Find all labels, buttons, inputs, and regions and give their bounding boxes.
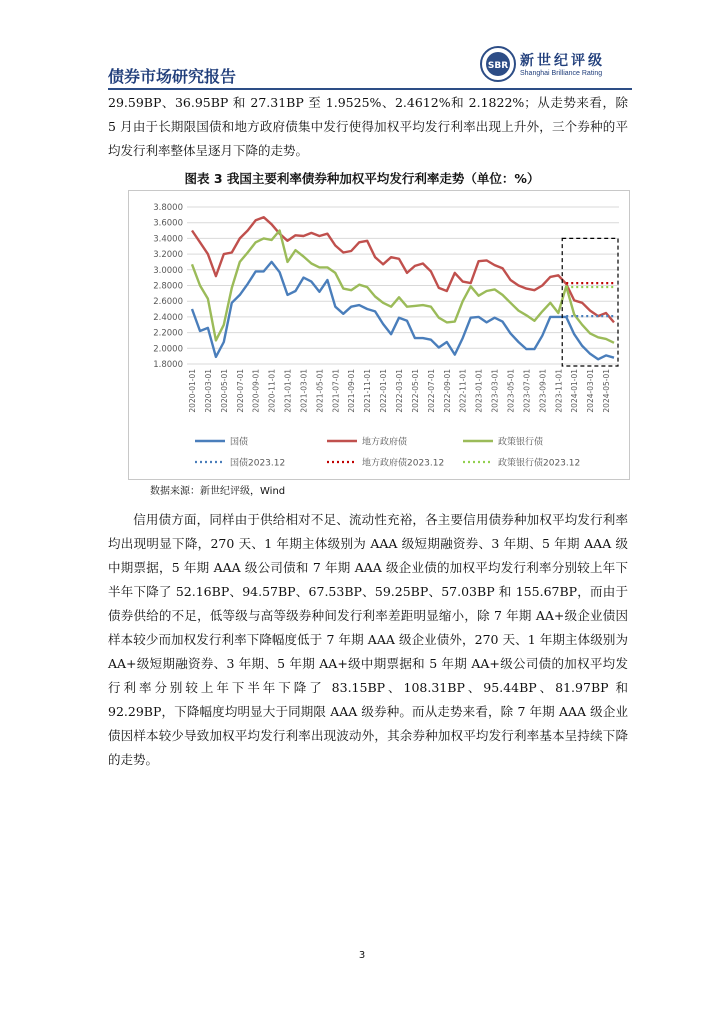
y-tick-label: 3.6000: [153, 218, 183, 229]
x-tick-label: 2020-05-01: [219, 369, 229, 413]
rate-trend-chart: [129, 191, 629, 479]
y-tick-label: 3.8000: [153, 203, 183, 213]
company-logo: [480, 46, 650, 86]
x-tick-label: 2020-09-01: [251, 369, 261, 413]
x-tick-label: 2024-01-01: [570, 369, 580, 413]
x-tick-label: 2024-05-01: [602, 368, 612, 413]
logo-emblem-icon: [480, 46, 516, 82]
legend-label: 政策银行债: [498, 437, 544, 448]
series-line: [192, 231, 614, 343]
x-tick-label: 2022-05-01: [410, 369, 420, 413]
y-tick-label: 2.0000: [153, 344, 183, 355]
legend-label: 政策银行债2023.12: [498, 458, 581, 469]
x-tick-label: 2022-01-01: [379, 369, 389, 413]
x-tick-label: 2023-01-01: [474, 369, 484, 413]
y-tick-label: 3.0000: [153, 265, 183, 276]
x-tick-label: 2021-01-01: [283, 369, 293, 413]
y-tick-label: 2.8000: [153, 281, 183, 292]
x-tick-label: 2022-11-01: [458, 369, 468, 413]
x-tick-label: 2021-07-01: [331, 369, 341, 413]
y-tick-label: 2.4000: [153, 312, 183, 323]
legend-label: 国债2023.12: [230, 458, 286, 469]
paragraph-credit-text: 信用债方面，同样由于供给相对不足、流动性充裕，各主要信用债券种加权平均发行利率均出现明显下降，270 天、1 年期主体级别为 AAA 级短期融资券、3 年期、5 年期 AAA 级中期票据，5 年期 AAA 级公司债和 7 年期 AAA 级企业债的加权平均发行利率分别较上年下半年下降了 52.16BP、94.57BP、67.53BP、59.25BP、57.03BP 和 155.67BP，而由于债券供给的不足，低等级与高等级券种间发行利率差距明显缩小，除 7 年期 AA+级企业债因样本较少而加权发行利率下降幅度低于 7 年期 AAA 级企业债外，270 天、1 年期主体级别为 AA+级短期融资券、3 年期、5 年期 AA+级中期票据和 5 年期 AA+级公司债的加权平均发行利率分别较上年下半年下降了 83.15BP、108.31BP、95.44BP、81.97BP 和 92.29BP，下降幅度均明显大于同期限 AAA 级券种。而从走势来看，除 7 年期 AAA 级企业债因样本较少导致加权平均发行利率出现波动外，其余券种加权平均发行利率基本呈持续下降的走势。: [108, 512, 628, 767]
legend-label: 国债: [230, 437, 249, 448]
x-tick-label: 2023-05-01: [506, 369, 516, 413]
chart-container: [128, 190, 630, 480]
x-tick-label: 2023-07-01: [522, 369, 532, 413]
x-tick-label: 2021-11-01: [363, 369, 373, 413]
x-tick-label: 2020-01-01: [188, 369, 197, 413]
x-tick-label: 2023-11-01: [554, 369, 564, 413]
y-tick-label: 2.2000: [153, 328, 183, 339]
x-tick-label: 2022-07-01: [426, 369, 436, 413]
paragraph-intro: 29.59BP、36.95BP 和 27.31BP 至 1.9525%、2.4612%和 2.1822%；从走势来看，除 5 月由于长期限国债和地方政府债集中发行使得加权平均发行利率出现上升外，三个券种的平均发行利率整体呈逐月下降的走势。: [108, 95, 628, 158]
legend-label: 地方政府债: [362, 437, 408, 448]
y-tick-label: 3.4000: [153, 234, 183, 245]
x-tick-label: 2020-07-01: [235, 369, 245, 413]
y-tick-label: 2.6000: [153, 297, 183, 308]
x-tick-label: 2020-03-01: [203, 369, 213, 413]
x-tick-label: 2021-03-01: [299, 369, 309, 413]
x-tick-label: 2024-03-01: [586, 369, 596, 413]
logo-subtitle: Shanghai Brilliance Rating: [520, 70, 603, 77]
header-divider: [108, 88, 632, 90]
x-tick-label: 2020-11-01: [267, 369, 277, 413]
y-tick-label: 1.8000: [153, 360, 183, 370]
svg-text:SBR: SBR: [487, 61, 509, 71]
report-series-title: 债券市场研究报告: [108, 67, 237, 86]
page-number: 3: [358, 950, 366, 961]
paragraph-credit: [108, 508, 628, 772]
logo-name: 新世纪评级: [520, 53, 605, 69]
x-tick-label: 2022-03-01: [395, 369, 405, 413]
y-tick-label: 3.2000: [153, 250, 183, 261]
x-tick-label: 2021-09-01: [347, 369, 357, 413]
data-source: 数据来源：新世纪评级，Wind: [150, 486, 286, 497]
x-tick-label: 2023-03-01: [490, 369, 500, 413]
x-tick-label: 2021-05-01: [315, 369, 325, 413]
legend-label: 地方政府债2023.12: [362, 458, 445, 469]
x-tick-label: 2023-09-01: [538, 369, 548, 413]
x-tick-label: 2022-09-01: [442, 369, 452, 413]
figure-title: 图表 3 我国主要利率债券种加权平均发行利率走势（单位：%）: [184, 171, 540, 186]
